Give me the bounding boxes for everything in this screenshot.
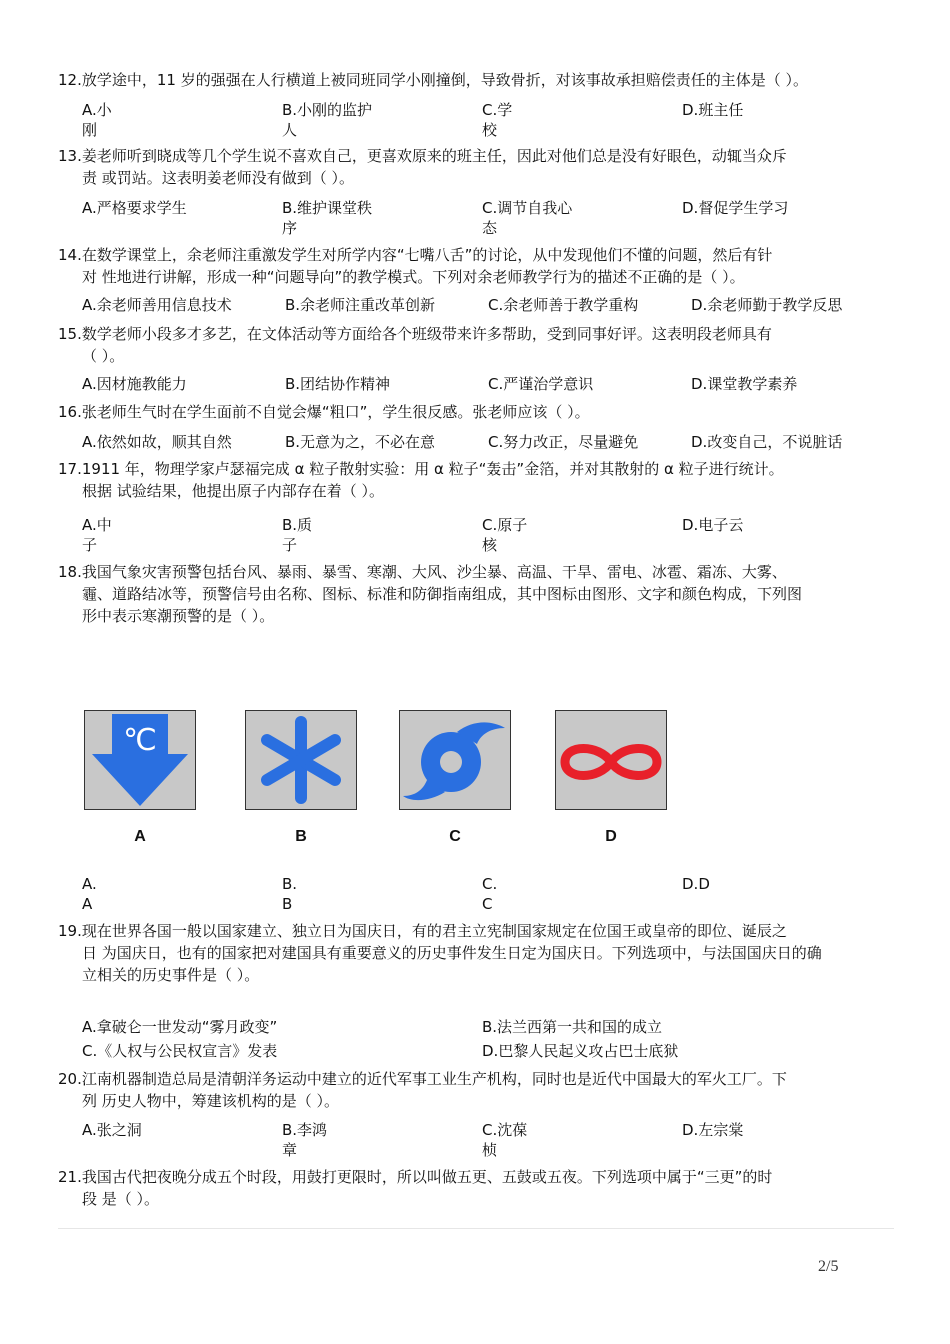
sign-a[interactable] bbox=[84, 710, 196, 810]
question-stem-line-3: 形中表示寒潮预警的是（ ）。 bbox=[82, 607, 275, 625]
option-c[interactable]: C.《人权与公民权宣言》发表 bbox=[82, 1042, 278, 1060]
sign-label-d: D bbox=[605, 828, 617, 845]
option-c[interactable]: C.学校 bbox=[482, 101, 513, 139]
option-a[interactable]: A.严格要求学生 bbox=[82, 199, 187, 217]
option-d[interactable]: D.左宗棠 bbox=[682, 1121, 744, 1139]
option-d[interactable]: D.督促学生学习 bbox=[682, 199, 789, 217]
question-stem-line-2: 日 为国庆日，也有的国家把对建国具有重要意义的历史事件发生日定为国庆日。下列选项中，与法国国庆日的确 bbox=[82, 944, 822, 962]
sign-label-b: B bbox=[295, 828, 307, 845]
question-stem: 16.张老师生气时在学生面前不自觉会爆“粗口”，学生很反感。张老师应该（ ）。 bbox=[58, 403, 590, 421]
option-b[interactable]: B.无意为之，不必在意 bbox=[285, 433, 436, 451]
option-b[interactable]: B.小刚的监护人 bbox=[282, 101, 373, 139]
question-20-options bbox=[82, 1120, 882, 1164]
question-stem-line-2: 段 是（ ）。 bbox=[82, 1190, 160, 1208]
option-a[interactable]: A.余老师善用信息技术 bbox=[82, 296, 232, 314]
option-a[interactable]: A.因材施教能力 bbox=[82, 375, 187, 393]
page-number: 2/5 bbox=[818, 1258, 839, 1275]
question-19 bbox=[58, 920, 878, 986]
option-d[interactable]: D.电子云 bbox=[682, 516, 744, 534]
question-12-options bbox=[82, 100, 882, 144]
warning-signs bbox=[82, 710, 682, 850]
option-c[interactable]: C.严谨治学意识 bbox=[488, 375, 594, 393]
question-stem-line-2: 霾、道路结冰等，预警信号由名称、图标、标准和防御指南组成，其中图标由图形、文字和颜色构成，下列图 bbox=[82, 585, 803, 603]
option-b[interactable]: B.李鸿章 bbox=[282, 1121, 328, 1159]
question-stem-line-2: 根据 试验结果，他提出原子内部存在着（ ）。 bbox=[82, 482, 385, 500]
option-b[interactable]: B.质子 bbox=[282, 516, 313, 554]
question-13 bbox=[58, 145, 878, 189]
footer-divider bbox=[58, 1228, 894, 1229]
option-a[interactable]: A.小刚 bbox=[82, 101, 112, 139]
option-c[interactable]: C.调节自我心态 bbox=[482, 199, 573, 237]
celsius-text: ℃ bbox=[123, 723, 157, 758]
option-b[interactable]: B.法兰西第一共和国的成立 bbox=[482, 1018, 663, 1036]
question-17-options bbox=[82, 515, 882, 559]
question-17 bbox=[58, 458, 878, 502]
question-stem-line-1: 15.数学老师小段多才多艺，在文体活动等方面给各个班级带来许多帮助，受到同事好评。这表明段老师具有 bbox=[58, 325, 772, 343]
option-a[interactable]: A.拿破仑一世发动“雾月政变” bbox=[82, 1018, 278, 1036]
question-12 bbox=[58, 69, 878, 91]
question-18-options bbox=[82, 874, 882, 918]
question-stem-line-1: 13.姜老师听到晓成等几个学生说不喜欢自己，更喜欢原来的班主任，因此对他们总是没有好眼色，动辄当众斥 bbox=[58, 147, 787, 165]
question-14 bbox=[58, 244, 878, 288]
sign-d[interactable] bbox=[555, 710, 667, 810]
question-stem-line-1: 14.在数学课堂上，余老师注重激发学生对所学内容“七嘴八舌”的讨论，从中发现他们不懂的问题，然后有针 bbox=[58, 246, 773, 264]
option-d[interactable]: D.D bbox=[682, 875, 710, 893]
option-b[interactable]: B.维护课堂秩序 bbox=[282, 199, 373, 237]
question-21 bbox=[58, 1166, 878, 1210]
option-a[interactable]: A.张之洞 bbox=[82, 1121, 142, 1139]
question-16 bbox=[58, 401, 878, 423]
option-a[interactable]: A.A bbox=[82, 875, 97, 913]
question-stem: 12.放学途中，11 岁的强强在人行横道上被同班同学小刚撞倒，导致骨折，对该事故承担赔偿责任的主体是（ ）。 bbox=[58, 71, 808, 89]
haze-sign-icon bbox=[555, 710, 667, 810]
sign-label-a: A bbox=[134, 828, 146, 845]
option-b[interactable]: B.余老师注重改革创新 bbox=[285, 296, 436, 314]
option-c[interactable]: C.沈葆桢 bbox=[482, 1121, 528, 1159]
option-c[interactable]: C.原子核 bbox=[482, 516, 528, 554]
question-18 bbox=[58, 561, 878, 627]
question-stem-line-1: 19.现在世界各国一般以国家建立、独立日为国庆日，有的君主立宪制国家规定在位国王或皇帝的即位、诞辰之 bbox=[58, 922, 787, 940]
question-stem-line-1: 18.我国气象灾害预警包括台风、暴雨、暴雪、寒潮、大风、沙尘暴、高温、干旱、雷电、冰雹、霜冻、大雾、 bbox=[58, 563, 787, 581]
question-15 bbox=[58, 323, 878, 367]
option-d[interactable]: D.改变自己，不说脏话 bbox=[691, 433, 843, 451]
question-stem-line-2: 对 性地进行讲解，形成一种“问题导向”的教学模式。下列对余老师教学行为的描述不正确的是（ ）。 bbox=[82, 268, 745, 286]
option-d[interactable]: D.班主任 bbox=[682, 101, 744, 119]
option-c[interactable]: C.努力改正，尽量避免 bbox=[488, 433, 639, 451]
question-stem-line-2: 责 或罚站。这表明姜老师没有做到（ ）。 bbox=[82, 169, 355, 187]
question-stem-line-3: 立相关的历史事件是（ ）。 bbox=[82, 966, 260, 984]
cold-wave-sign-icon bbox=[84, 710, 196, 810]
option-c[interactable]: C.C bbox=[482, 875, 498, 913]
question-stem-line-2: （ ）。 bbox=[82, 347, 125, 365]
sign-c[interactable] bbox=[399, 710, 511, 810]
option-b[interactable]: B.B bbox=[282, 875, 298, 913]
question-stem-line-1: 20.江南机器制造总局是清朝洋务运动中建立的近代军事工业生产机构，同时也是近代中国最大的军火工厂。下 bbox=[58, 1070, 787, 1088]
sign-label-c: C bbox=[449, 828, 461, 845]
question-13-options bbox=[82, 198, 882, 242]
question-20 bbox=[58, 1068, 878, 1112]
option-a[interactable]: A.中子 bbox=[82, 516, 112, 554]
option-b[interactable]: B.团结协作精神 bbox=[285, 375, 391, 393]
sign-b[interactable] bbox=[245, 710, 357, 810]
snowflake-sign-icon bbox=[245, 710, 357, 810]
question-stem-line-1: 17.1911 年，物理学家卢瑟福完成 α 粒子散射实验：用 α 粒子“轰击”金箔，并对其散射的 α 粒子进行统计。 bbox=[58, 460, 784, 478]
option-a[interactable]: A.依然如故，顺其自然 bbox=[82, 433, 232, 451]
question-stem-line-2: 列 历史人物中，筹建该机构的是（ ）。 bbox=[82, 1092, 340, 1110]
question-stem-line-1: 21.我国古代把夜晚分成五个时段，用鼓打更限时，所以叫做五更、五鼓或五夜。下列选项中属于“三更”的时 bbox=[58, 1168, 773, 1186]
option-d[interactable]: D.余老师勤于教学反思 bbox=[691, 296, 843, 314]
typhoon-sign-icon bbox=[399, 710, 511, 810]
option-c[interactable]: C.余老师善于教学重构 bbox=[488, 296, 639, 314]
option-d[interactable]: D.课堂教学素养 bbox=[691, 375, 798, 393]
option-d[interactable]: D.巴黎人民起义攻占巴士底狱 bbox=[482, 1042, 679, 1060]
